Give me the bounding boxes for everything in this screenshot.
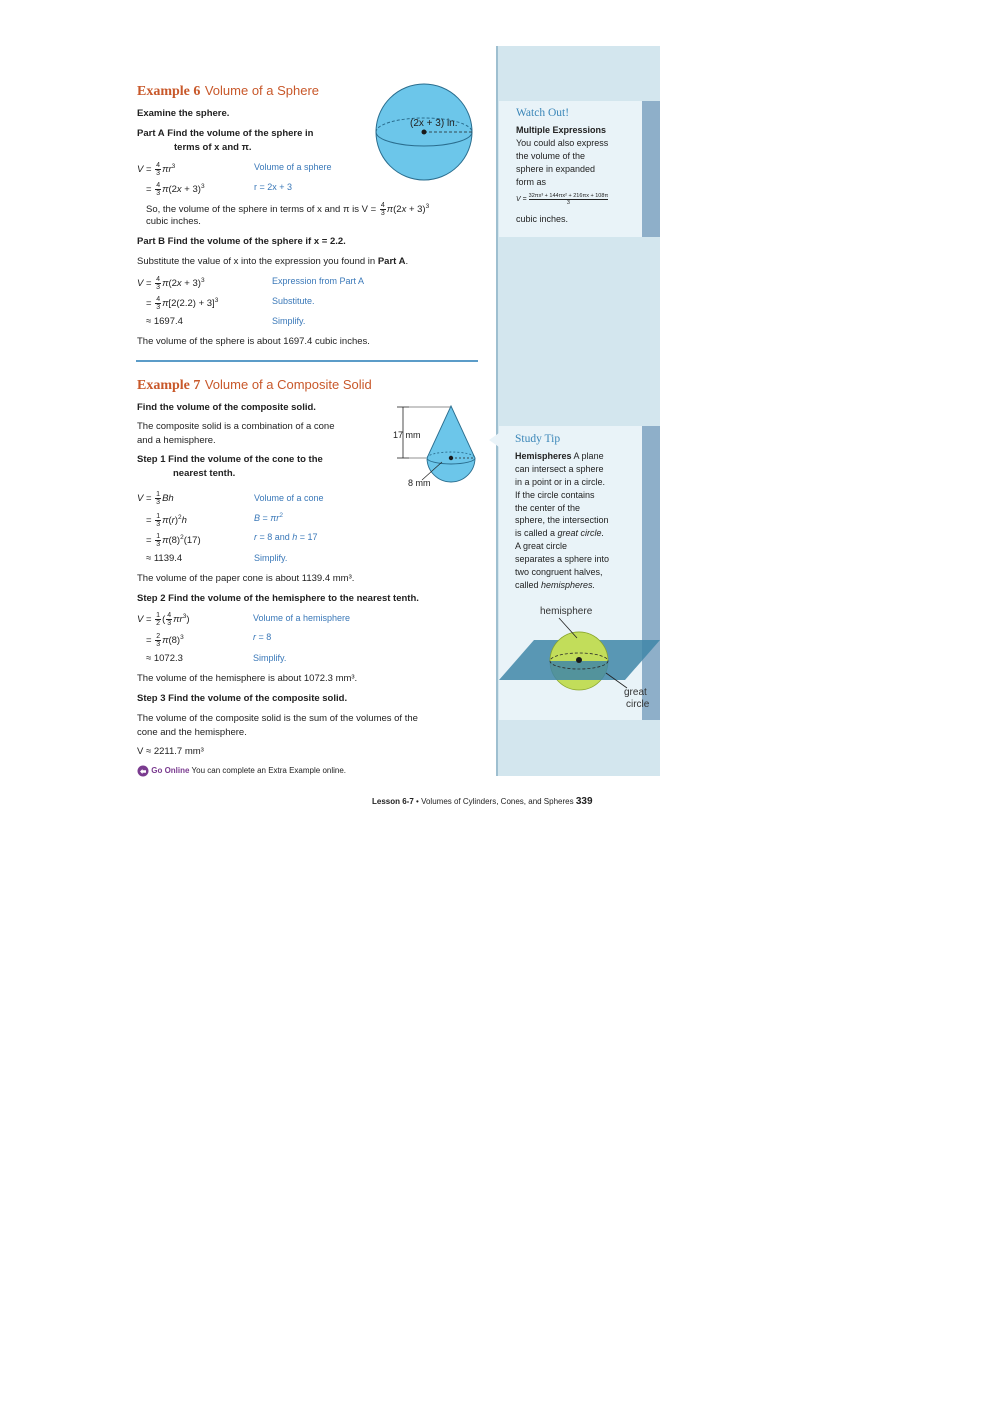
step1-note4: Simplify. bbox=[254, 553, 288, 563]
step1-note3: r = 8 and h = 17 bbox=[254, 532, 318, 542]
study-tip-line: is called a bbox=[515, 528, 556, 538]
cone-hemisphere-figure-icon bbox=[392, 402, 482, 488]
partB-note3: Simplify. bbox=[272, 316, 306, 326]
label-circle: circle bbox=[626, 699, 650, 710]
watch-out-line: You could also express bbox=[516, 138, 609, 148]
footer-lesson: Lesson 6-7 bbox=[372, 797, 414, 806]
go-online-icon bbox=[137, 765, 149, 777]
step1-label: Step 1 bbox=[137, 454, 166, 465]
watch-out-denominator: 3 bbox=[566, 200, 570, 206]
partB-note2: Substitute. bbox=[272, 296, 315, 306]
go-online-text: You can complete an Extra Example online. bbox=[191, 766, 347, 776]
step3-body1: The volume of the composite solid is the sum of the volumes of the bbox=[137, 713, 418, 724]
partA-label: Part A bbox=[137, 128, 165, 139]
sidebar-divider bbox=[496, 46, 498, 776]
label-hemisphere: hemisphere bbox=[540, 606, 593, 617]
watch-out-formula: V = $\frac{\text{32πx³ + 144πx² + 216πx + 108π}}{3}$ bbox=[516, 193, 609, 206]
cone-radius-label: 8 mm bbox=[408, 478, 431, 488]
partB-conclusion: The volume of the sphere is about 1697.4 cubic inches. bbox=[137, 336, 370, 347]
go-online-link[interactable] bbox=[137, 765, 346, 777]
partA-note1: Volume of a sphere bbox=[254, 162, 332, 172]
cone-height-label: 17 mm bbox=[393, 430, 421, 440]
example6-partB bbox=[137, 235, 346, 248]
step2-note2: r = 8 bbox=[253, 632, 272, 642]
step3-text: Find the volume of the composite solid. bbox=[168, 693, 348, 704]
partA-text1: Find the volume of the sphere in bbox=[167, 128, 314, 139]
study-tip-line: called bbox=[515, 580, 539, 590]
study-tip-line: can intersect a sphere bbox=[515, 464, 604, 474]
study-tip-line: the center of the bbox=[515, 503, 581, 513]
step1-result: ≈ 1139.4 bbox=[146, 553, 183, 564]
example7-title: Volume of a Composite Solid bbox=[204, 377, 372, 392]
step2-eq1: V = $\frac{1}{2}$ ( $\frac{4}{3}$ $\pi r^3$) bbox=[137, 612, 190, 628]
go-online-label: Go Online bbox=[151, 766, 190, 776]
step2-text: Find the volume of the hemisphere to the nearest tenth. bbox=[168, 593, 419, 604]
study-tip-line: If the circle contains bbox=[515, 490, 595, 500]
step3-final: V ≈ 2211.7 mm³ bbox=[137, 746, 204, 757]
partB-sub-text: Substitute the value of x into the expression you found in bbox=[137, 256, 376, 267]
watch-out-line: sphere in expanded bbox=[516, 164, 596, 174]
partA-conclusion: So, the volume of the sphere in terms of x and π is V = $\frac{4}{3}$ $\pi(2x + 3)^3$ bbox=[146, 202, 430, 218]
watch-out-tail: cubic inches. bbox=[516, 214, 569, 224]
step2-conclusion: The volume of the hemisphere is about 1072.3 mm³. bbox=[137, 673, 358, 684]
study-tip-line: two congruent halves, bbox=[515, 567, 603, 577]
step2-heading bbox=[137, 592, 419, 605]
step1-eq2: = $\frac{1}{3}$ $\pi(r)^2h$ bbox=[146, 513, 187, 529]
study-tip-first-line bbox=[515, 450, 604, 463]
partB-sub: Substitute the value of x into the expression you found in Part A. bbox=[137, 256, 409, 267]
step3-heading bbox=[137, 692, 347, 705]
study-tip-line-great bbox=[515, 527, 604, 540]
example7-heading bbox=[137, 376, 372, 394]
example6-prompt: Examine the sphere. bbox=[137, 108, 230, 119]
step3-label: Step 3 bbox=[137, 693, 166, 704]
partA-note2: r = 2x + 3 bbox=[254, 182, 293, 192]
footer-title: Volumes of Cylinders, Cones, and Spheres bbox=[421, 797, 574, 806]
sphere-radius-label: (2x + 3) in. bbox=[410, 118, 458, 129]
partB-sub-bold: Part A bbox=[377, 256, 406, 267]
step2-result: ≈ 1072.3 bbox=[146, 653, 183, 664]
example6-heading bbox=[137, 82, 319, 100]
partA-eq1: V = $\frac{4}{3}$ $\pi r^3$ bbox=[137, 162, 176, 178]
partB-result: ≈ 1697.4 bbox=[146, 316, 183, 327]
step1-text1: Find the volume of the cone to the bbox=[168, 454, 323, 465]
page-number: 339 bbox=[575, 796, 593, 807]
study-tip-line: A great circle bbox=[515, 541, 568, 551]
step1-eq1: V = $\frac{1}{3}$ Bh bbox=[137, 491, 174, 506]
partB-eq2: = $\frac{4}{3}$ $\pi[2(2.2) + 3]^3$ bbox=[146, 296, 219, 312]
label-great: great bbox=[624, 687, 647, 698]
watch-out-stripe bbox=[642, 101, 660, 237]
example7-number: Example 7 bbox=[137, 378, 201, 393]
watch-out-numerator: 32πx³ + 144πx² + 216πx + 108π bbox=[528, 193, 609, 199]
step2-note3: Simplify. bbox=[253, 653, 287, 663]
partA-conclusion2: cubic inches. bbox=[146, 216, 201, 227]
study-tip-pointer bbox=[489, 433, 499, 447]
watch-out-heading: Multiple Expressions bbox=[516, 125, 607, 135]
step2-note1: Volume of a hemisphere bbox=[253, 613, 351, 623]
example7-intro1: The composite solid is a combination of a cone bbox=[137, 421, 335, 432]
watch-out-line: the volume of the bbox=[516, 151, 586, 161]
partB-eq1: V = $\frac{4}{3}$ $\pi(2x + 3)^3$ bbox=[137, 276, 205, 292]
partB-note1: Expression from Part A bbox=[272, 276, 365, 286]
example6-title: Volume of a Sphere bbox=[204, 83, 320, 98]
example6-partA bbox=[137, 127, 314, 140]
study-tip-first-rest: A plane bbox=[573, 451, 604, 461]
partB-label: Part B bbox=[137, 236, 165, 247]
step3-body2: cone and the hemisphere. bbox=[137, 727, 247, 738]
sphere-figure-icon bbox=[372, 80, 476, 184]
step2-label: Step 2 bbox=[137, 593, 166, 604]
example7-prompt: Find the volume of the composite solid. bbox=[137, 402, 316, 413]
step1-eq3: = $\frac{1}{3}$ $\pi(8)^2(17)$ bbox=[146, 533, 201, 549]
step2-eq2: = $\frac{2}{3}$ $\pi(8)^3$ bbox=[146, 633, 184, 649]
footer-bullet: • bbox=[416, 797, 419, 806]
study-tip-hemispheres: hemispheres. bbox=[541, 580, 596, 590]
watch-out-title: Watch Out! bbox=[516, 107, 570, 119]
step1-conclusion: The volume of the paper cone is about 1139.4 mm³. bbox=[137, 573, 355, 584]
step1-text2: nearest tenth. bbox=[173, 468, 236, 479]
study-tip-line: separates a sphere into bbox=[515, 554, 610, 564]
section-divider bbox=[136, 360, 478, 362]
step1-note2: $B = \pi r^2$ bbox=[254, 512, 283, 523]
step1-heading bbox=[137, 453, 323, 466]
page-footer bbox=[372, 796, 593, 807]
study-tip-line: in a point or in a circle. bbox=[515, 477, 606, 487]
study-tip-heading: Hemispheres bbox=[515, 451, 572, 461]
study-tip-line: sphere, the intersection bbox=[515, 515, 609, 525]
study-tip-great-circle: great circle. bbox=[557, 528, 605, 538]
watch-out-line: form as bbox=[516, 177, 547, 187]
partA-text2: terms of x and π. bbox=[174, 142, 252, 153]
step1-note1: Volume of a cone bbox=[254, 493, 324, 503]
partA-conclusion-text: So, the volume of the sphere in terms of x and π is V = bbox=[146, 204, 379, 216]
study-tip-line-hemis bbox=[515, 579, 595, 592]
study-tip-title: Study Tip bbox=[515, 433, 561, 445]
example7-intro2: and a hemisphere. bbox=[137, 435, 216, 446]
partB-text: Find the volume of the sphere if x = 2.2. bbox=[167, 236, 346, 247]
example6-number: Example 6 bbox=[137, 84, 201, 99]
partA-eq2: = $\frac{4}{3}$ $\pi(2x + 3)^3$ bbox=[146, 182, 205, 198]
